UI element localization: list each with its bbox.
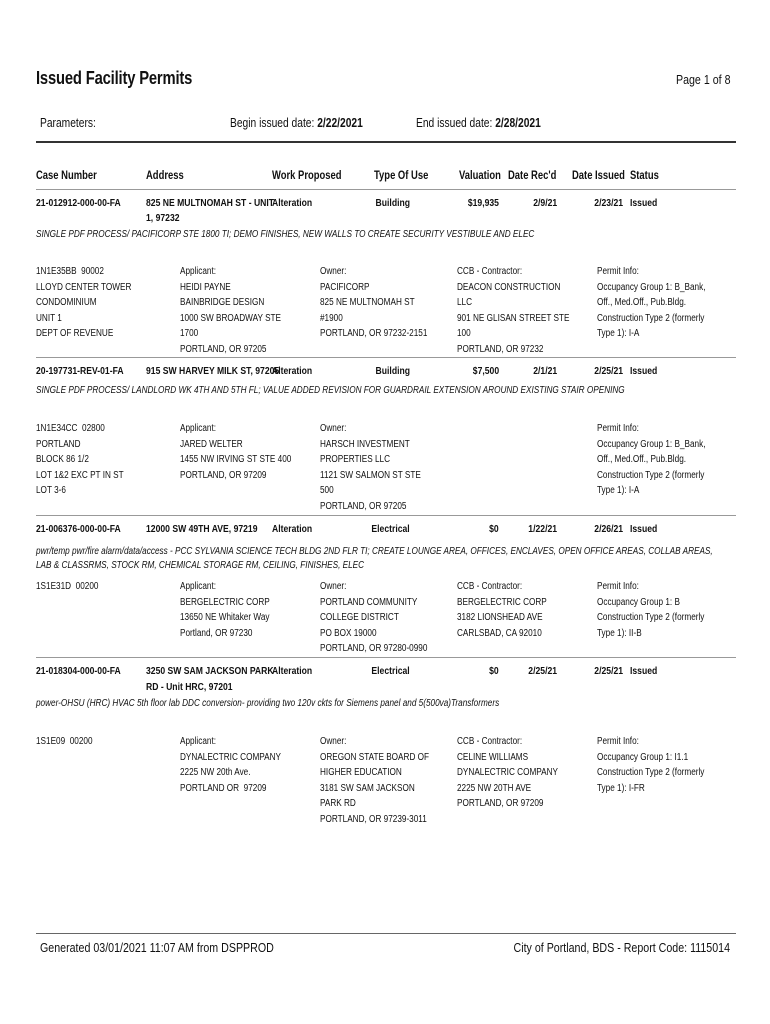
record-divider: [36, 357, 736, 358]
property-info: 1S1E09 00200: [36, 736, 93, 747]
applicant-info: Applicant: HEIDI PAYNE BAINBRIDGE DESIGN 1000 SW BROADWAY STE 1700 PORTLAND, OR 97205: [180, 266, 282, 355]
end-date: [416, 116, 541, 130]
column-rule: [36, 189, 736, 190]
valuation: $7,500: [472, 365, 499, 377]
status: Issued: [630, 665, 658, 677]
end-date-value: 2/28/2021: [495, 116, 541, 130]
address-line-1: 3250 SW SAM JACKSON PARK: [146, 665, 274, 677]
parameters-label: Parameters:: [40, 116, 96, 130]
valuation: $0: [489, 665, 499, 677]
description: pwr/temp pwr/fire alarm/data/access - PCC SYLVANIA SCIENCE TECH BLDG 2ND FLR TI; CREATE LOUNGE AREA, OFFICES, ENCLAVES, OPEN OFFICE AREAS, COLLAB AREAS, LAB & CLASSRMS, STOCK RM, CHEMICAL STORAGE RM, CEILING, FINISHES, ELEC: [36, 546, 713, 571]
begin-date-label: Begin issued date:: [230, 116, 315, 130]
description: SINGLE PDF PROCESS/ PACIFICORP STE 1800 TI; DEMO FINISHES, NEW WALLS TO CREATE SECURITY VESTIBULE AND ELEC: [36, 229, 535, 240]
type-of-use: Electrical: [371, 523, 410, 535]
date-issued: 2/25/21: [594, 665, 623, 677]
date-received: 1/22/21: [528, 523, 557, 535]
address-line-1: 825 NE MULTNOMAH ST - UNIT: [146, 197, 275, 209]
record-divider: [36, 657, 736, 658]
case-number: 21-006376-000-00-FA: [36, 523, 121, 535]
date-received: 2/9/21: [533, 197, 557, 209]
report-code: City of Portland, BDS - Report Code: 1115014: [513, 940, 730, 955]
valuation: $19,935: [467, 197, 499, 209]
valuation: $0: [489, 523, 499, 535]
contractor-info: CCB - Contractor: DEACON CONSTRUCTION LLC 901 NE GLISAN STREET STE 100 PORTLAND, OR 97232: [457, 266, 570, 355]
address-line-2: RD - Unit HRC, 97201: [146, 681, 233, 693]
permit-info: Permit Info: Occupancy Group 1: B Construction Type 2 (formerly Type 1): II-B: [597, 581, 705, 639]
header-rule: [36, 141, 736, 143]
col-work-proposed: Work Proposed: [272, 170, 342, 182]
work-proposed: Alteration: [272, 523, 313, 535]
owner-info: Owner: OREGON STATE BOARD OF HIGHER EDUCATION 3181 SW SAM JACKSON PARK RD PORTLAND, OR 97239-3011: [320, 736, 430, 825]
date-received: 2/25/21: [528, 665, 557, 677]
date-issued: 2/23/21: [594, 197, 623, 209]
report-title: Issued Facility Permits: [36, 68, 193, 88]
applicant-info: Applicant: DYNALECTRIC COMPANY 2225 NW 20th Ave. PORTLAND OR 97209: [180, 736, 282, 794]
owner-info: Owner: HARSCH INVESTMENT PROPERTIES LLC 1121 SW SALMON ST STE 500 PORTLAND, OR 97205: [320, 423, 421, 512]
page-number: Page 1 of 8: [675, 72, 730, 87]
type-of-use: Electrical: [371, 665, 410, 677]
col-date-issued: Date Issued: [572, 170, 625, 182]
address-line-2: 1, 97232: [146, 212, 180, 224]
generated-stamp: Generated 03/01/2021 11:07 AM from DSPPROD: [40, 940, 274, 955]
address-line-1: 915 SW HARVEY MILK ST, 97205: [146, 365, 280, 377]
col-type-of-use: Type Of Use: [374, 170, 429, 182]
col-case-number: Case Number: [36, 170, 97, 182]
col-date-received: Date Rec'd: [508, 170, 557, 182]
end-date-label: End issued date:: [416, 116, 493, 130]
work-proposed: Alteration: [272, 365, 313, 377]
col-status: Status: [630, 170, 659, 182]
date-received: 2/1/21: [533, 365, 557, 377]
contractor-info: CCB - Contractor: CELINE WILLIAMS DYNALECTRIC COMPANY 2225 NW 20TH AVE PORTLAND, OR 97209: [457, 736, 559, 809]
permit-info: Permit Info: Occupancy Group 1: B_Bank, Off., Med.Off., Pub.Bldg. Construction Type 2 (formerly Type 1): I-A: [597, 266, 706, 339]
type-of-use: Building: [375, 365, 410, 377]
date-issued: 2/26/21: [594, 523, 623, 535]
type-of-use: Building: [375, 197, 410, 209]
record-divider: [36, 515, 736, 516]
description: power-OHSU (HRC) HVAC 5th floor lab DDC conversion- providing two 120v ckts for Siemens panel and 5(500va)Transformers: [36, 698, 500, 709]
status: Issued: [630, 197, 658, 209]
permit-info: Permit Info: Occupancy Group 1: B_Bank, Off., Med.Off., Pub.Bldg. Construction Type 2 (formerly Type 1): I-A: [597, 423, 706, 496]
applicant-info: Applicant: JARED WELTER 1455 NW IRVING ST STE 400 PORTLAND, OR 97209: [180, 423, 292, 481]
case-number: 20-197731-REV-01-FA: [36, 365, 124, 377]
begin-date-value: 2/22/2021: [317, 116, 363, 130]
date-issued: 2/25/21: [594, 365, 623, 377]
address-line-1: 12000 SW 49TH AVE, 97219: [146, 523, 258, 535]
begin-date: [230, 116, 363, 130]
permit-info: Permit Info: Occupancy Group 1: I1.1 Construction Type 2 (formerly Type 1): I-FR: [597, 736, 705, 794]
owner-info: Owner: PORTLAND COMMUNITY COLLEGE DISTRICT PO BOX 19000 PORTLAND, OR 97280-0990: [320, 581, 428, 654]
work-proposed: Alteration: [272, 197, 313, 209]
property-info: 1S1E31D 00200: [36, 581, 99, 592]
applicant-info: Applicant: BERGELECTRIC CORP 13650 NE Whitaker Way Portland, OR 97230: [180, 581, 270, 639]
owner-info: Owner: PACIFICORP 825 NE MULTNOMAH ST #1900 PORTLAND, OR 97232-2151: [320, 266, 428, 339]
status: Issued: [630, 523, 658, 535]
case-number: 21-012912-000-00-FA: [36, 197, 121, 209]
col-valuation: Valuation: [459, 170, 501, 182]
status: Issued: [630, 365, 658, 377]
col-address: Address: [146, 170, 184, 182]
case-number: 21-018304-000-00-FA: [36, 665, 121, 677]
work-proposed: Alteration: [272, 665, 313, 677]
property-info: 1N1E34CC 02800 PORTLAND BLOCK 86 1/2 LOT 1&2 EXC PT IN ST LOT 3-6: [36, 423, 124, 496]
property-info: 1N1E35BB 90002 LLOYD CENTER TOWER CONDOMINIUM UNIT 1 DEPT OF REVENUE: [36, 266, 132, 339]
description: SINGLE PDF PROCESS/ LANDLORD WK 4TH AND 5TH FL; VALUE ADDED REVISION FOR GUARDRAIL EXTENSION AROUND EXISTING STAIR OPENING: [36, 385, 625, 396]
footer-rule: [36, 933, 736, 934]
contractor-info: CCB - Contractor: BERGELECTRIC CORP 3182 LIONSHEAD AVE CARLSBAD, CA 92010: [457, 581, 547, 639]
